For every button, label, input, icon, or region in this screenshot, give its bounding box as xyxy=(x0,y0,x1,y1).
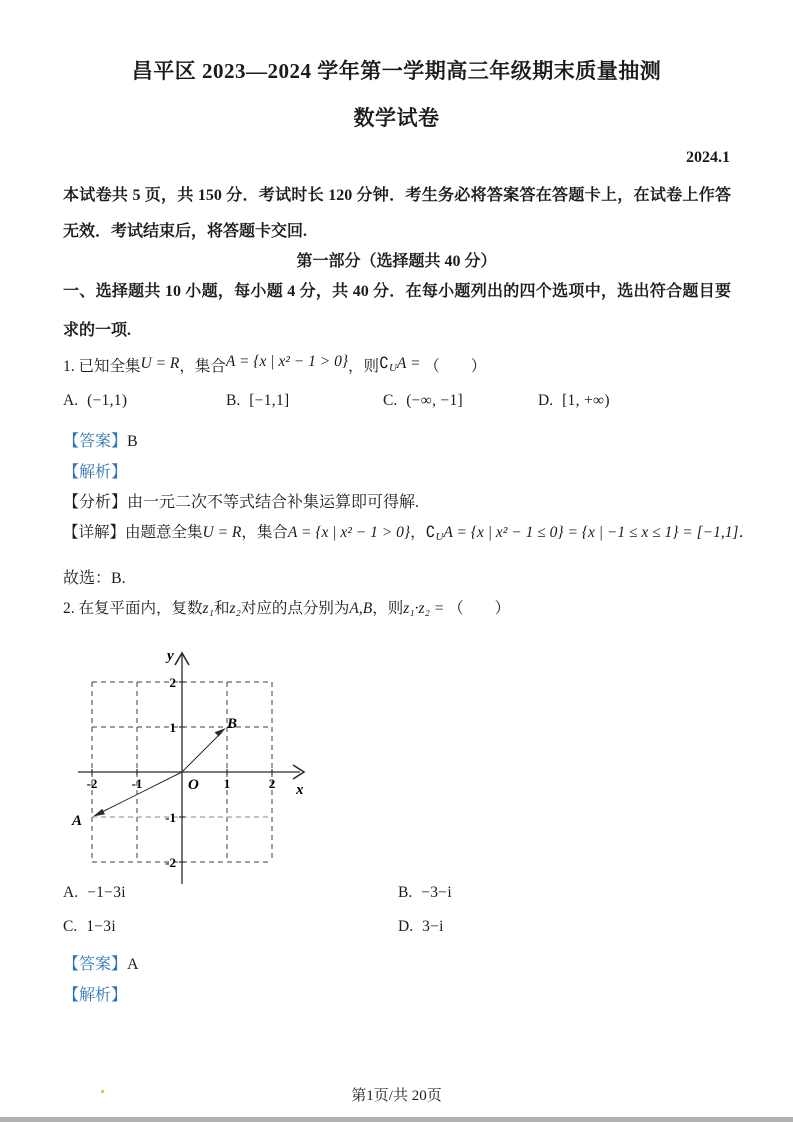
x-tick-neg1: -1 xyxy=(131,776,143,791)
complement-symbol: ∁ xyxy=(379,355,389,372)
q1-detail-complement-subscript: U xyxy=(435,531,444,543)
q2-option-d-value: 3−i xyxy=(422,918,444,935)
q2-stem-text4: ，则 xyxy=(372,600,404,617)
q1-option-d-value: [1, +∞) xyxy=(562,392,610,409)
complement-subscript: U xyxy=(388,362,397,374)
q2-option-a-value: −1−3i xyxy=(87,884,126,901)
q1-option-d xyxy=(538,392,610,410)
paper-subtitle: 数学试卷 xyxy=(353,106,440,130)
exam-instructions-line2: 无效．考试结束后，将答题卡交回. xyxy=(63,223,308,240)
q2-product-math: z₁·z₂ = xyxy=(403,600,445,617)
q2-answer-line xyxy=(63,951,139,974)
q1-detail-universal-set: U = R xyxy=(202,524,242,541)
q1-option-c xyxy=(383,392,463,410)
point-b-label: B xyxy=(227,716,238,732)
vector-ob xyxy=(182,732,222,772)
point-a-label: A xyxy=(72,813,83,829)
q2-stem-text3: 对应的点分别为 xyxy=(240,600,350,617)
vector-ob-arrowhead-icon xyxy=(215,728,227,737)
q2-option-c-value: 1−3i xyxy=(86,918,116,935)
q1-answer-tag: 【答案】 xyxy=(63,433,128,450)
q2-option-c xyxy=(63,918,116,936)
y-tick-neg2: -2 xyxy=(165,855,176,870)
q1-fenxi-text: 由一元二次不等式结合补集运算即可得解. xyxy=(127,494,420,511)
q1-conclusion: 故选：B. xyxy=(63,570,126,587)
q1-answer-blank: （ ） xyxy=(424,358,487,375)
q1-detail-text1: 由题意全集 xyxy=(125,524,203,541)
q1-option-a xyxy=(63,392,127,410)
y-tick-pos1: 1 xyxy=(169,720,176,735)
q1-option-c-value: (−∞, −1] xyxy=(406,392,463,409)
x-tick-pos1: 1 xyxy=(223,776,231,791)
q2-option-a xyxy=(63,884,126,902)
x-tick-neg2: -2 xyxy=(86,776,98,791)
q2-option-d-label: D. xyxy=(398,918,414,935)
q1-fenxi-line xyxy=(63,489,419,512)
paper-date: 2024.1 xyxy=(686,149,730,166)
q2-option-b-value: −3−i xyxy=(421,884,452,901)
q1-detail-complement-symbol: ∁ xyxy=(425,524,436,541)
origin-label: O xyxy=(188,777,199,793)
q2-analysis-tag: 【解析】 xyxy=(63,987,128,1004)
q1-answer-value: B xyxy=(127,433,138,450)
y-axis-label: y xyxy=(167,648,174,664)
y-tick-neg1: -1 xyxy=(165,810,176,825)
q2-option-b-label: B. xyxy=(398,884,413,901)
q1-answer-line xyxy=(63,428,138,451)
q1-analysis-tag: 【解析】 xyxy=(63,464,128,481)
x-axis-label: x xyxy=(296,782,304,798)
q2-option-b xyxy=(398,884,452,902)
q1-stem-text1: 1. 已知全集 xyxy=(63,358,141,375)
q1-universal-set-math: U = R xyxy=(140,355,180,372)
q2-stem-text2: 和 xyxy=(213,600,230,617)
y-tick-pos2: 2 xyxy=(169,675,176,690)
vector-oa-arrowhead-icon xyxy=(93,809,105,817)
page-bottom-edge xyxy=(0,1117,793,1122)
exam-instructions-line1: 本试卷共 5 页，共 150 分．考试时长 120 分钟．考生务必将答案答在答题卡上，在试卷上作答 xyxy=(63,187,731,204)
q1-detail-set-a: A = {x | x² − 1 > 0} xyxy=(287,524,411,541)
page-number-footer: 第1页/共 20页 xyxy=(351,1088,442,1104)
q1-option-a-value: (−1,1) xyxy=(87,392,128,409)
question2-stem xyxy=(63,596,510,618)
section1-note-line2: 求的一项. xyxy=(63,322,132,339)
q2-z2-math: z₂ xyxy=(229,600,241,617)
q2-points-math: A,B xyxy=(349,600,373,617)
q1-option-d-label: D. xyxy=(538,392,554,409)
q1-detail-line xyxy=(63,520,754,543)
q2-answer-value: A xyxy=(127,956,139,973)
q2-stem-text1: 2. 在复平面内，复数 xyxy=(63,600,203,617)
q1-option-a-label: A. xyxy=(63,392,79,409)
q1-detail-tag: 【详解】 xyxy=(63,524,126,541)
q1-analysis-line xyxy=(63,459,127,482)
q1-detail-complement-result: A = {x | x² − 1 ≤ 0} = {x | −1 ≤ x ≤ 1} = [−1,1]． xyxy=(443,524,755,541)
q1-complement-rest: A = xyxy=(396,355,421,372)
scan-speck xyxy=(101,1090,104,1093)
question1-stem xyxy=(63,354,486,377)
complex-plane-diagram xyxy=(64,642,316,890)
q2-option-a-label: A. xyxy=(63,884,79,901)
q2-option-c-label: C. xyxy=(63,918,78,935)
q1-option-b-value: [−1,1] xyxy=(249,392,290,409)
q2-z1-math: z₁ xyxy=(202,600,214,617)
paper-title: 昌平区 2023—2024 学年第一学期高三年级期末质量抽测 xyxy=(131,59,662,83)
complex-plane-svg xyxy=(64,642,316,890)
q1-option-c-label: C. xyxy=(383,392,398,409)
q1-stem-text2: ，集合 xyxy=(179,358,226,375)
q2-option-d xyxy=(398,918,444,936)
part1-heading: 第一部分（选择题共 40 分） xyxy=(296,253,497,270)
q1-complement-math xyxy=(379,355,420,372)
q1-detail-text2: ，集合 xyxy=(241,524,288,541)
q1-option-b xyxy=(226,392,289,410)
q2-analysis-line xyxy=(63,982,127,1005)
q2-answer-blank: （ ） xyxy=(448,600,511,617)
q1-stem-text3: ，则 xyxy=(348,358,380,375)
x-tick-pos2: 2 xyxy=(268,776,276,791)
q1-set-a-math: A = {x | x² − 1 > 0} xyxy=(225,353,349,370)
section1-note-line1: 一、选择题共 10 小题，每小题 4 分，共 40 分．在每小题列出的四个选项中，选出符合题目要 xyxy=(63,283,731,300)
q2-answer-tag: 【答案】 xyxy=(63,956,128,973)
q1-fenxi-tag: 【分析】 xyxy=(63,494,128,511)
q1-detail-text3: ， xyxy=(410,524,426,541)
q1-option-b-label: B. xyxy=(226,392,241,409)
